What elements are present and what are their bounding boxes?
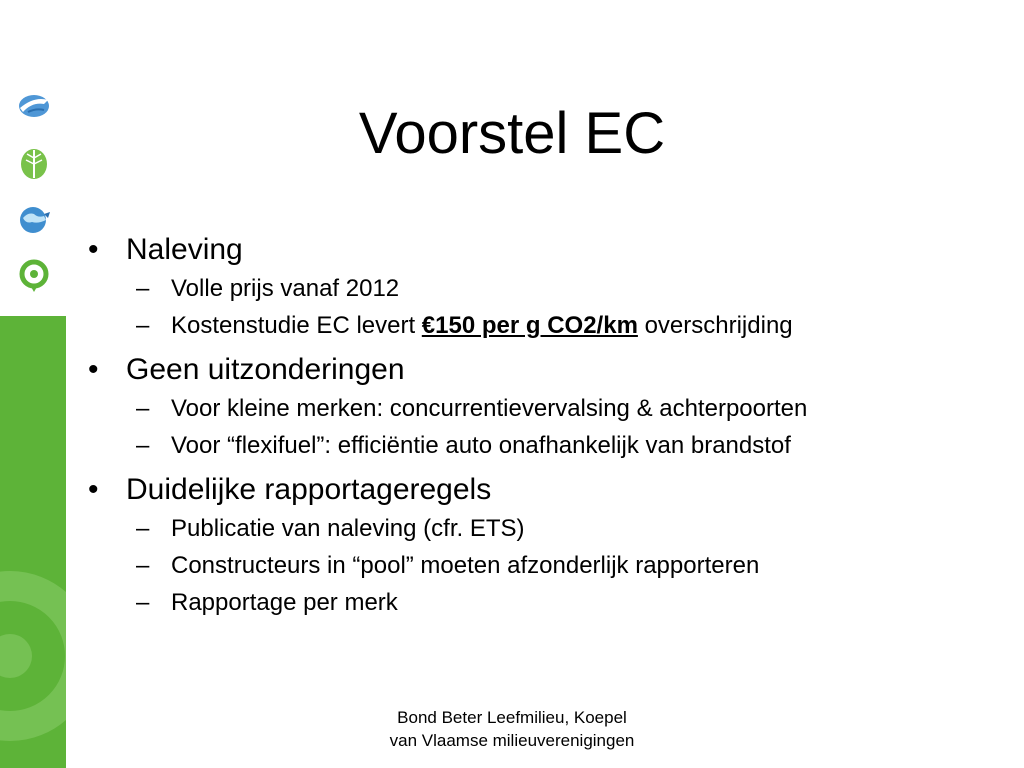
bullet-item-naleving [86,230,1006,270]
sub-item [86,510,1006,547]
sub-item-text: Publicatie van naleving (cfr. ETS) [171,515,525,542]
sub-item-text: Constructeurs in “pool” moeten afzonderlijk rapporteren [171,552,760,579]
bullet-icon: • [88,353,99,386]
target-watermark-icon [0,316,66,768]
bullet-icon: • [88,473,99,506]
sub-item-text: Volle prijs vanaf 2012 [171,275,400,302]
dash-icon: – [136,515,150,542]
dash-icon: – [136,275,150,302]
sub-item-text: Voor kleine merken: concurrentievervalsing & achterpoorten [171,395,808,422]
bullet-list [86,224,1006,621]
dash-icon: – [136,589,150,616]
blue-globe-icon [14,200,54,240]
sub-item [86,307,1006,344]
sub-item-emphasis: €150 per g CO2/km [421,312,638,339]
footer-line-1: Bond Beter Leefmilieu, Koepel [397,708,627,727]
dash-icon: – [136,432,150,459]
slide-title: Voorstel EC [358,101,666,166]
dash-icon: – [136,395,150,422]
bullet-item-rapportageregels [86,470,1006,510]
bullet-text: Duidelijke rapportageregels [126,473,492,506]
sub-item [86,427,1006,464]
bullet-text: Geen uitzonderingen [126,353,405,386]
sub-item [86,584,1006,621]
bullet-icon: • [88,233,99,266]
sub-item-text-before: Kostenstudie EC levert [171,312,422,339]
dash-icon: – [136,552,150,579]
slide-footer [340,706,684,752]
sub-item-text: Rapportage per merk [171,589,398,616]
green-target-icon [14,256,54,296]
sub-item-text-after: overschrijding [637,312,793,339]
sub-item-text: Voor “flexifuel”: efficiëntie auto onafhankelijk van brandstof [171,432,791,459]
sidebar-green-bar [0,316,66,768]
sub-item [86,270,1006,307]
dash-icon: – [136,312,150,339]
sub-item [86,547,1006,584]
footer-line-2: van Vlaamse milieuverenigingen [389,731,635,750]
bullet-item-geen-uitzonderingen [86,350,1006,390]
bullet-text: Naleving [126,233,243,266]
sub-item [86,390,1006,427]
